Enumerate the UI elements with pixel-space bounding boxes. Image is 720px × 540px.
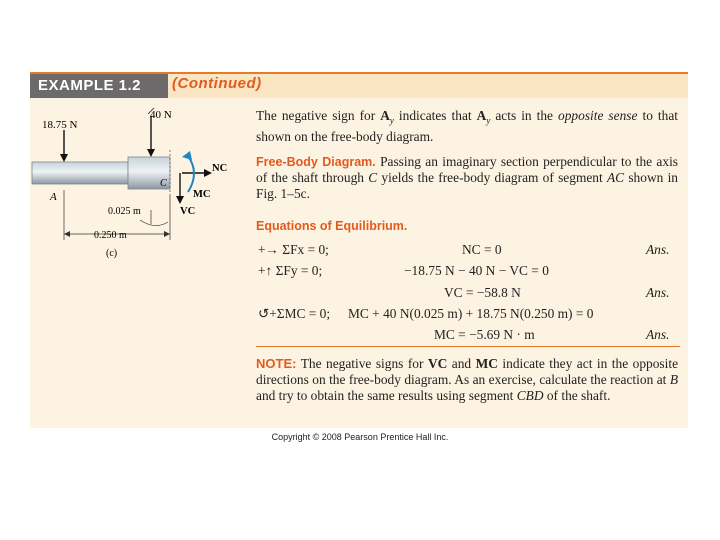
intro-text: indicates that xyxy=(393,108,477,123)
equation-3-right: VC = −58.8 N xyxy=(444,285,521,300)
dim-1-curve xyxy=(140,220,168,226)
load-2-arrowhead xyxy=(147,149,155,157)
dim-2-arrow-right xyxy=(164,231,170,237)
equation-2-right: −18.75 N − 40 N − VC = 0 xyxy=(404,263,549,278)
note-text: of the shaft. xyxy=(543,388,611,403)
answer-5-label: Ans. xyxy=(646,327,670,342)
note-text: and xyxy=(447,356,476,371)
fbd-point-c: C xyxy=(368,170,378,185)
fbd-text: yields the free-body diagram of segment xyxy=(377,170,607,185)
note-text: The negative signs for xyxy=(296,356,428,371)
intro-text: acts in the xyxy=(490,108,559,123)
intro-ay-2-sub: y xyxy=(486,115,491,126)
free-body-diagram xyxy=(30,100,256,265)
intro-ay-2: A xyxy=(476,108,487,123)
nc-label: NC xyxy=(212,163,228,174)
note-label: NOTE: xyxy=(256,356,297,371)
nc-arrowhead xyxy=(204,169,212,177)
point-c-label: C xyxy=(160,178,167,189)
shaft-left xyxy=(32,162,128,184)
mc-arrow xyxy=(188,156,194,192)
note-paragraph xyxy=(256,356,678,404)
note-mc: MC xyxy=(475,356,498,371)
intro-emphasis: opposite sense xyxy=(558,108,638,123)
dim-1-label: 0.025 m xyxy=(108,206,141,217)
dim-2-label: 0.250 m xyxy=(94,230,127,241)
point-a-label: A xyxy=(50,191,57,203)
equation-1-left: +→ ΣFx = 0; xyxy=(258,242,329,257)
equation-2-left: +↑ ΣFy = 0; xyxy=(258,263,323,278)
fbd-paragraph xyxy=(256,154,678,202)
mc-label: MC xyxy=(193,189,211,200)
vc-arrowhead xyxy=(176,196,184,204)
load-2-label: 40 N xyxy=(150,109,172,121)
vc-label: VC xyxy=(180,206,196,217)
example-badge: EXAMPLE 1.2 xyxy=(30,74,168,98)
equation-1-right: NC = 0 xyxy=(462,242,502,257)
note-point-b: B xyxy=(669,372,678,387)
intro-ay-1: A xyxy=(380,108,390,123)
note-text: indicate they act in the opposite directions on the free-body diagram. As an exercise, calculate the reaction at xyxy=(256,356,679,387)
fbd-text: shown in Fig. 1–5c. xyxy=(256,170,678,201)
equation-5-right: MC = −5.69 N · m xyxy=(434,327,535,342)
load-1-label: 18.75 N xyxy=(42,119,78,131)
equation-4-left: ↺+ΣMC = 0; xyxy=(258,306,331,321)
figure-caption: (c) xyxy=(106,248,118,259)
intro-text: to that shown on the free-body diagram. xyxy=(256,108,679,144)
copyright-notice: Copyright © 2008 Pearson Prentice Hall Inc. xyxy=(271,432,449,442)
note-segment-cbd: CBD xyxy=(516,388,544,403)
answer-3-label: Ans. xyxy=(646,285,670,300)
intro-text: The negative sign for xyxy=(256,108,381,123)
intro-paragraph xyxy=(256,108,678,145)
note-vc: VC xyxy=(427,356,448,371)
note-divider xyxy=(256,346,680,347)
fbd-segment-ac: AC xyxy=(606,170,625,185)
mc-arrowhead xyxy=(182,151,192,160)
equation-4-right: MC + 40 N(0.025 m) + 18.75 N(0.250 m) = 0 xyxy=(348,306,594,321)
equilibrium-heading: Equations of Equilibrium. xyxy=(256,219,408,233)
fbd-text: Passing an imaginary section perpendicular to the axis of the shaft through xyxy=(256,154,679,185)
fbd-heading: Free-Body Diagram. xyxy=(256,155,376,169)
note-text: and try to obtain the same results using segment xyxy=(256,388,517,403)
load-1-arrowhead xyxy=(60,154,68,162)
answer-1-label: Ans. xyxy=(646,242,670,257)
continued-label: (Continued) xyxy=(172,75,262,92)
intro-ay-1-sub: y xyxy=(389,115,394,126)
dim-2-arrow-left xyxy=(64,231,70,237)
